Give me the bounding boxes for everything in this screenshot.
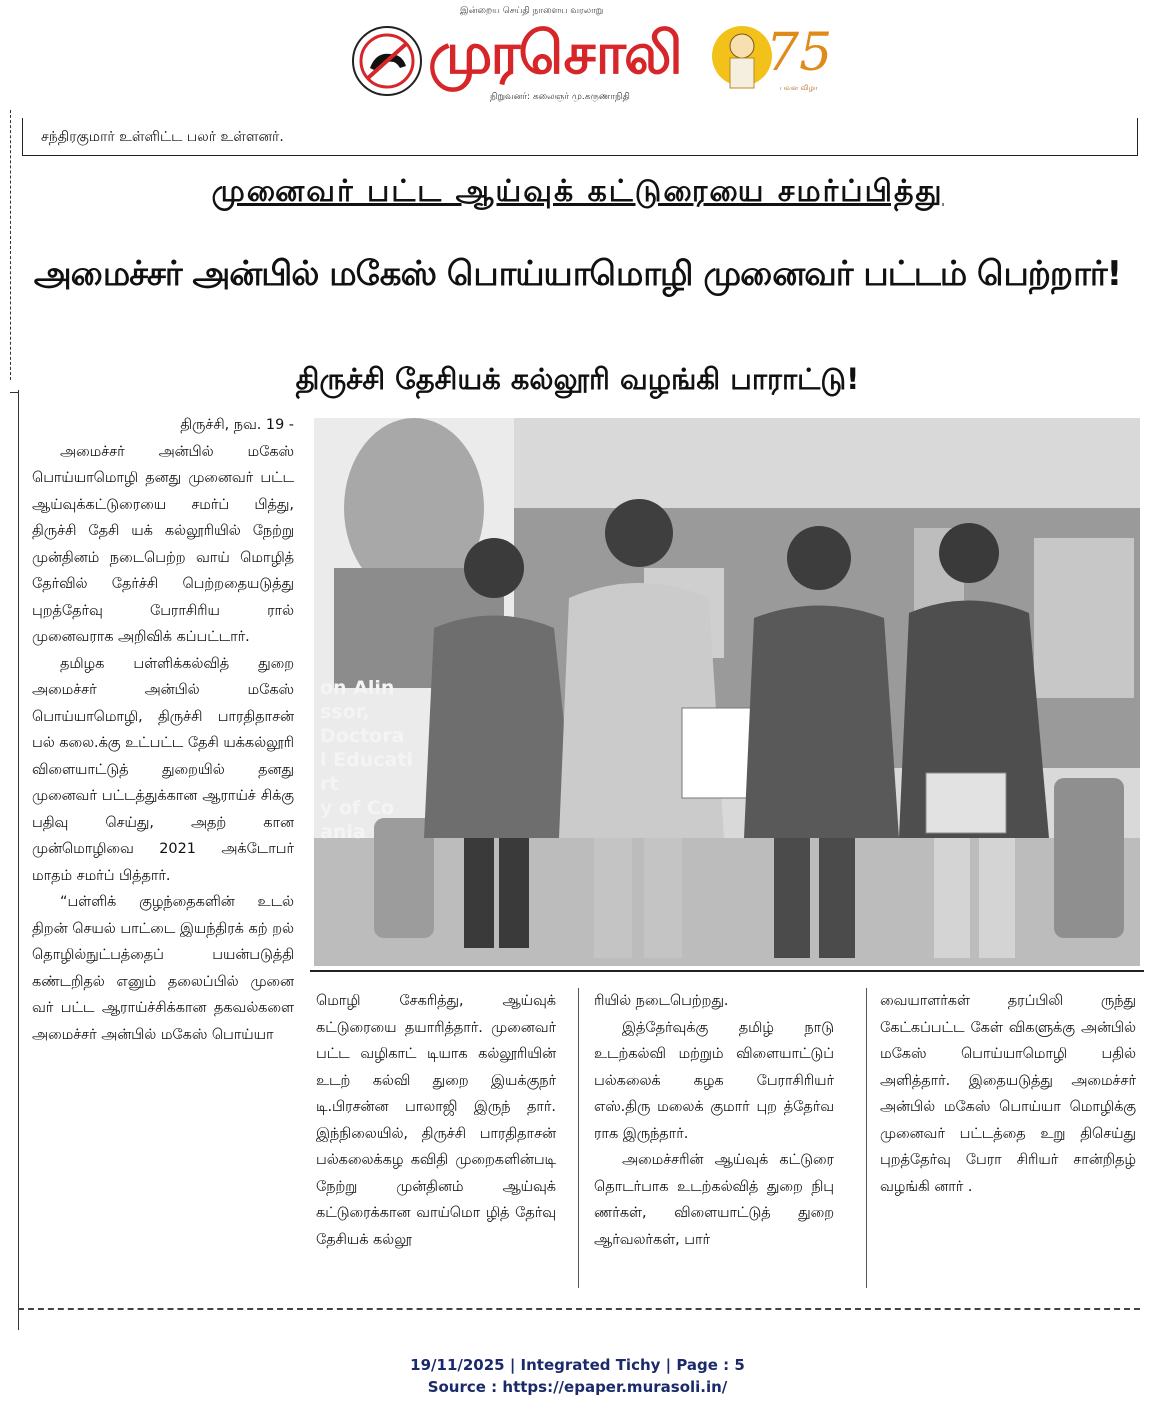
- news-photo: [314, 418, 1140, 966]
- masthead-subtitle: நிறுவனர்: கலைஞர் மு.கருணாநிதி: [490, 92, 630, 102]
- page-footer: [0, 1354, 1155, 1398]
- masthead-tagline: இன்றைய செய்தி நாளைய வரலாறு: [460, 6, 604, 16]
- paragraph: அமைச்சர் அன்பில் மகேஸ் பொய்யாமொழி தனது முனைவர் பட்ட ஆய்வுக்கட்டுரையை சமர்ப் பித்து, திருச்சி தேசி யக் கல்லூரியில் நேற்று முன்தினம் நடைபெற்ற வாய் மொழித் தேர்வில் தேர்ச்சி பெற்றதையடுத்து புறத்தேர்வு பேராசிரிய ரால் முனைவராக அறிவிக் கப்பட்டார்.: [32, 443, 294, 645]
- party-emblem-icon: [350, 24, 424, 98]
- dateline: திருச்சி, நவ. 19 -: [180, 417, 294, 433]
- newspaper-title: முரசொலி: [428, 19, 681, 87]
- footer-edition-line: 19/11/2025 | Integrated Tichy | Page : 5: [410, 1356, 745, 1374]
- headline-sub: திருச்சி தேசியக் கல்லூரி வழங்கி பாராட்டு!: [295, 362, 860, 396]
- footer-source-link[interactable]: Source : https://epaper.murasoli.in/: [427, 1378, 728, 1396]
- article-column-4: [880, 988, 1136, 1200]
- headline-main: அமைச்சர் அன்பில் மகேஸ் பொய்யாமொழி முனைவர் பட்டம் பெற்றார்!: [33, 254, 1122, 294]
- article-column-2: [316, 988, 556, 1253]
- left-column-rule: [18, 390, 19, 1330]
- masthead: [340, 6, 833, 110]
- article-column-3: [594, 988, 834, 1253]
- screen-text: on Alin ssor, Doctora l Educati rt y of Co ania: [320, 677, 413, 843]
- photo-illustration: [314, 418, 1140, 966]
- bottom-divider: [18, 1308, 1140, 1310]
- column-divider: [866, 988, 867, 1288]
- article-column-1: [32, 412, 294, 1048]
- paragraph: அமைச்சரின் ஆய்வுக் கட்டுரை தொடர்பாக உடற்கல்வித் துறை நிபு ணர்கள், விளையாட்டுத் துறை ஆர்வலர்கள், பார்: [594, 1152, 834, 1248]
- carryover-text: சந்திரகுமார் உள்ளிட்ட பலர் உள்ளனர்.: [41, 129, 284, 145]
- carryover-box: [22, 118, 1138, 156]
- paragraph: ரியில் நடைபெற்றது.: [594, 993, 729, 1009]
- paragraph: இத்தேர்வுக்கு தமிழ் நாடு உடற்கல்வி மற்றும் விளையாட்டுப் பல்கலைக் கழக பேராசிரியர் எஸ்.திரு மலைக் குமார் புற த்தேர்வ ராக இருந்தார்.: [594, 1019, 834, 1142]
- column-divider: [578, 988, 579, 1288]
- anniversary-caption: பவள விழா: [780, 84, 818, 92]
- left-rule: [10, 110, 11, 380]
- paragraph: வையாளர்கள் தரப்பிலி ருந்து கேட்கப்பட்ட கேள் விகளுக்கு அன்பில் மகேஸ் பொய்யாமொழி பதில் அளித்தார். இதையடுத்து அமைச்சர் அன்பில் மகேஸ் பொய்யா மொழிக்கு முனைவர் பட்டத்தை உறு திசெய்து புறத்தேர்வு பேரா சிரியர் சான்றிதழ் வழங்கி னார் .: [880, 993, 1136, 1195]
- paragraph: “பள்ளிக் குழந்தைகளின் உடல் திறன் செயல் பாட்டை இயந்திரக் கற் றல் தொழில்நுட்பத்தைப் பயன்படுத்தி கண்டறிதல் எனும் தலைப்பில் முனை வர் பட்ட ஆராய்ச்சிக்கான தகவல்களை அமைச்சர் அன்பில் மகேஸ் பொய்யா: [32, 894, 294, 1043]
- anniversary-number: 75: [766, 23, 833, 83]
- headline-kicker: முனைவர் பட்ட ஆய்வுக் கட்டுரையை சமர்ப்பித்து: [211, 174, 944, 209]
- paragraph: தமிழக பள்ளிக்கல்வித் துறை அமைச்சர் அன்பில் மகேஸ் பொய்யாமொழி, திருச்சி பாரதிதாசன் பல் கலை.க்கு உட்பட்ட தேசி யக்கல்லூரி விளையாட்டுத் துறையில் தனது முனைவர் பட்டத்துக்கான ஆராய்ச் சிக்கு பதிவு செய்து, அதற் கான முன்மொழிவை 2021 அக்டோபர் மாதம் சமர்ப் பித்தார்.: [32, 655, 294, 884]
- anniversary-badge: [708, 8, 833, 108]
- paragraph: மொழி சேகரித்து, ஆய்வுக் கட்டுரையை தயாரித்தார். முனைவர் பட்ட வழிகாட் டியாக கல்லூரியின் உடற் கல்வி துறை இயக்குநர் டி.பிரசன்ன பாலாஜி இருந் தார். இந்நிலையில், திருச்சி பாரதிதாசன் பல்கலைக்கழ கவிதி முறைகளின்படி நேற்று முன்தினம் ஆய்வுக் கட்டுரைக்கான வாய்மொ ழித் தேர்வு தேசியக் கல்லூ: [316, 993, 556, 1248]
